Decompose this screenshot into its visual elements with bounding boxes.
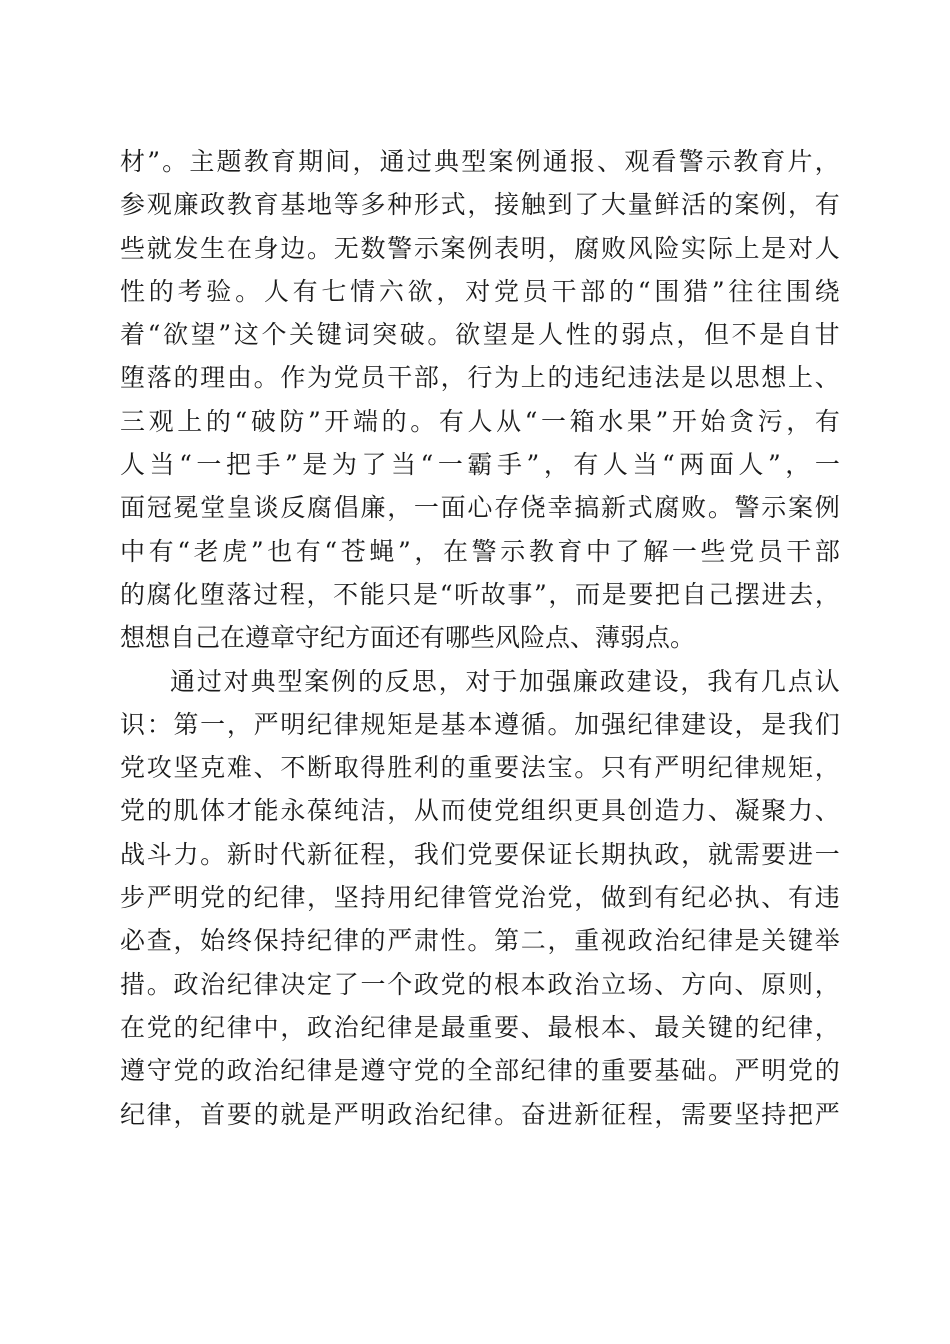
text-line: 在 党 的 纪 律 中 ， 政 治 纪 律 是 最 重 要 、 最 根 本 、 最 关 键 的 纪 律 ， bbox=[120, 1012, 840, 1042]
text-line: 战 斗 力 。 新 时 代 新 征 程 ， 我 们 党 要 保 证 长 期 执 政 ， 就 需 要 进 一 bbox=[120, 839, 840, 869]
text-line: 材 ” 。 主 题 教 育 期 间 ， 通 过 典 型 案 例 通 报 、 观 看 警 示 教 育 片 ， bbox=[120, 147, 840, 176]
text-line: 党 攻 坚 克 难 、 不 断 取 得 胜 利 的 重 要 法 宝 。 只 有 严 明 纪 律 规 矩 ， bbox=[120, 753, 840, 783]
text-line: 性 的 考 验 。 人 有 七 情 六 欲 ， 对 党 员 干 部 的 “ 围 猎 ” 往 往 围 绕 bbox=[120, 276, 840, 306]
text-line: 着 “ 欲 望 ” 这 个 关 键 词 突 破 。 欲 望 是 人 性 的 弱 点 ， 但 不 是 自 甘 bbox=[120, 320, 840, 350]
text-line: 必 查 ， 始 终 保 持 纪 律 的 严 肃 性 。 第 二 ， 重 视 政 治 纪 律 是 关 键 举 bbox=[120, 926, 840, 956]
text-line: 参 观 廉 政 教 育 基 地 等 多 种 形 式 ， 接 触 到 了 大 量 鲜 活 的 案 例 ， 有 bbox=[120, 190, 840, 220]
text-line: 的 腐 化 堕 落 过 程 ， 不 能 只 是 “ 听 故 事 ” ， 而 是 要 把 自 己 摆 进 去 ， bbox=[120, 579, 840, 609]
text-line: 堕 落 的 理 由 。 作 为 党 员 干 部 ， 行 为 上 的 违 纪 违 法 是 以 思 想 上 、 bbox=[120, 363, 840, 393]
text-line: 中 有 “ 老 虎 ” 也 有 “ 苍 蝇 ” ， 在 警 示 教 育 中 了 解 一 些 党 员 干 部 bbox=[120, 536, 840, 566]
text-line: 党 的 肌 体 才 能 永 葆 纯 洁 ， 从 而 使 党 组 织 更 具 创 造 力 、 凝 聚 力 、 bbox=[120, 796, 840, 826]
text-line: 面 冠 冕 堂 皇 谈 反 腐 倡 廉 ， 一 面 心 存 侥 幸 搞 新 式 腐 败 。 警 示 案 例 bbox=[120, 493, 840, 523]
text-line: 人 当 “ 一 把 手 ” 是 为 了 当 “ 一 霸 手 ” ， 有 人 当 “ 两 面 人 ” ， 一 bbox=[120, 450, 840, 480]
body-text bbox=[120, 140, 840, 1136]
text-line: 想想自己在遵章守纪方面还有哪些风险点、薄弱点。 bbox=[120, 623, 696, 653]
text-line: 纪 律 ， 首 要 的 就 是 严 明 政 治 纪 律 。 奋 进 新 征 程 ， 需 要 坚 持 把 严 bbox=[120, 1099, 840, 1129]
text-line: 识 ： 第 一 ， 严 明 纪 律 规 矩 是 基 本 遵 循 。 加 强 纪 律 建 设 ， 是 我 们 bbox=[120, 709, 840, 739]
text-line: 遵 守 党 的 政 治 纪 律 是 遵 守 党 的 全 部 纪 律 的 重 要 基 础 。 严 明 党 的 bbox=[120, 1056, 840, 1086]
text-line: 些 就 发 生 在 身 边 。 无 数 警 示 案 例 表 明 ， 腐 败 风 险 实 际 上 是 对 人 bbox=[120, 233, 840, 263]
text-line: 三 观 上 的 “ 破 防 ” 开 端 的 。 有 人 从 “ 一 箱 水 果 ” 开 始 贪 污 ， 有 bbox=[120, 406, 840, 436]
text-line: 步 严 明 党 的 纪 律 ， 坚 持 用 纪 律 管 党 治 党 ， 做 到 有 纪 必 执 、 有 违 bbox=[120, 883, 840, 913]
text-line: 通 过 对 典 型 案 例 的 反 思 ， 对 于 加 强 廉 政 建 设 ， 我 有 几 点 认 bbox=[170, 666, 840, 696]
text-line: 措 。 政 治 纪 律 决 定 了 一 个 政 党 的 根 本 政 治 立 场 、 方 向 、 原 则 ， bbox=[120, 969, 840, 999]
